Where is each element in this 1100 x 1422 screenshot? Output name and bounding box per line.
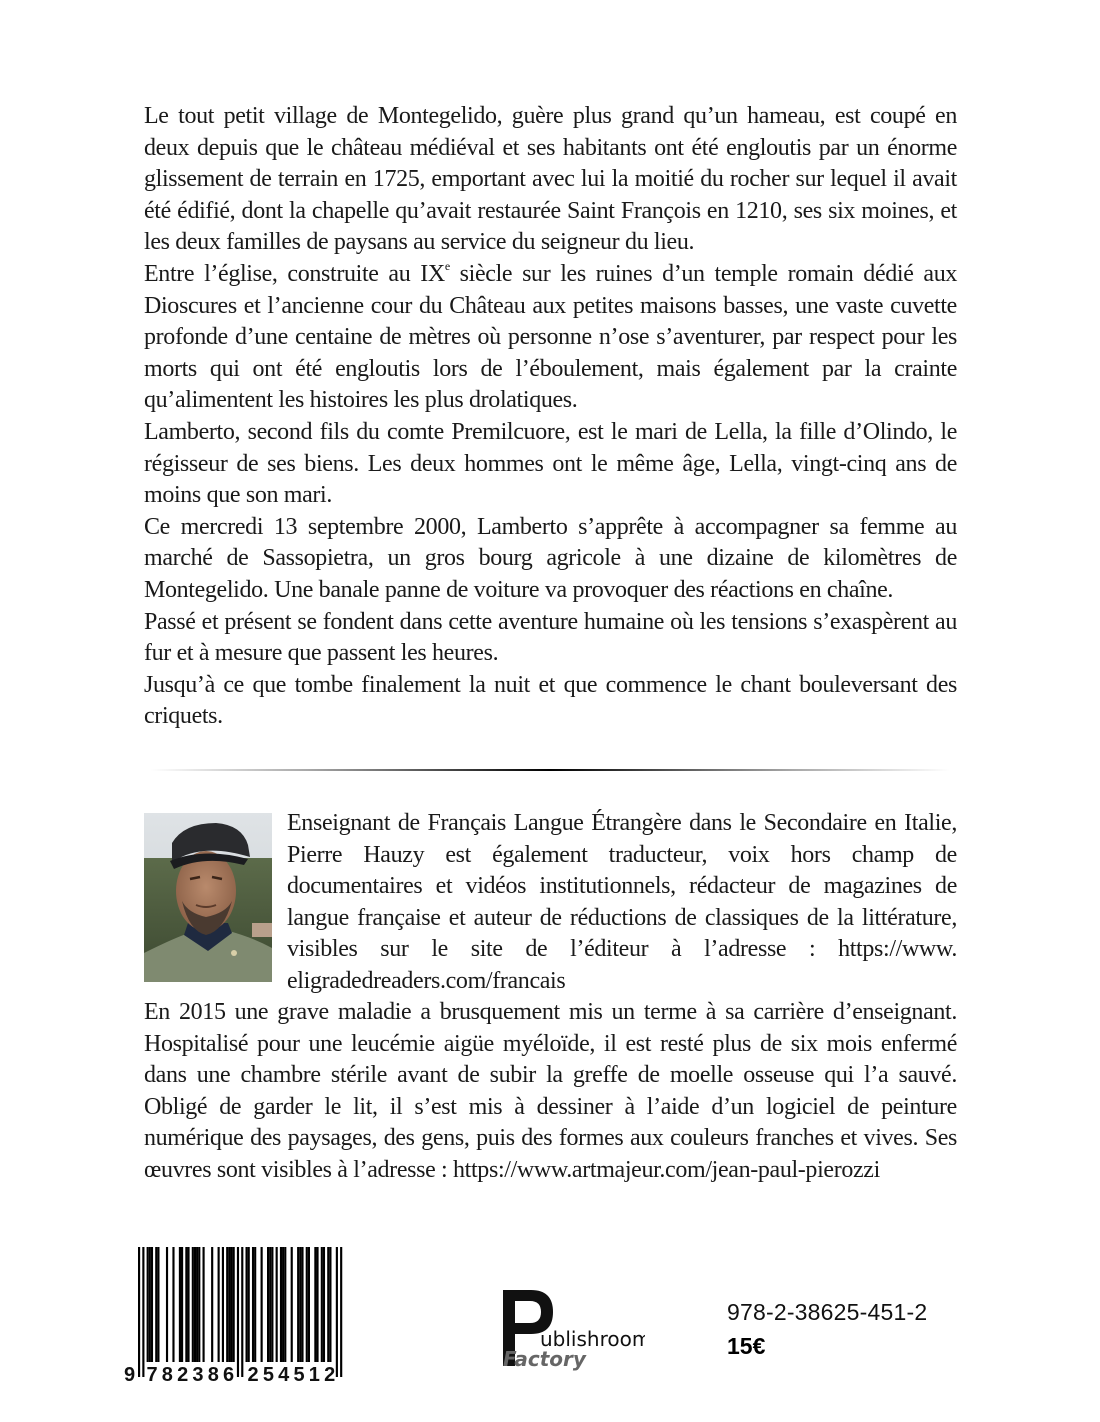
summary-paragraph: Jusqu’à ce que tombe finalement la nuit et que commence le chant bouleversant des criquets. [144,671,957,730]
summary-text: Entre l’église, construite au IX [144,260,445,287]
summary-paragraph: Passé et présent se fondent dans cette aventure humaine où les tensions s’exaspèrent au fur et à mesure que passent les heures. [144,608,957,667]
author-bio-intro [287,808,957,998]
author-photo [144,813,272,982]
svg-text:Factory: Factory [503,1347,586,1371]
summary-paragraph [144,259,957,417]
barcode-image [122,1245,352,1385]
summary-text: siècle sur les ruines d’un temple romain dédié aux Dioscures et l’ancienne cour du Château aux petites maisons basses, une vaste cuvette profonde d’une centaine de mètres où personne n’ose s’aventurer, par respect pour les morts qui ont été engloutis lors de l’éboulement, mais également par la crainte qu’alimentent les histoires les plus drolatiques. [144,260,957,414]
svg-text:254512: 254512 [247,1364,340,1385]
svg-text:782386: 782386 [146,1364,239,1385]
isbn-barcode [122,1245,352,1385]
book-summary [144,101,957,733]
author-portrait-image [144,813,272,982]
section-divider [150,769,950,771]
author-bio-details-text: En 2015 une grave maladie a brusquement mis un terme à sa carrière d’enseignant. Hospitalisé pour une leucémie aigüe myéloïde, il est resté plus de six mois enfermé dans une chambre stérile avant de subir la greffe de moelle osseuse qui l’a sauvé. Obligé de garder le lit, il s’est mis à dessiner à l’aide d’un logiciel de peinture numérique des paysages, des gens, puis des formes aux couleurs franches et vives. Ses œuvres sont visibles à l’adresse : https://www.artmajeur.com/jean-paul-pierozzi [144,999,957,1183]
svg-text:9: 9 [124,1364,140,1385]
price: 15€ [727,1333,766,1359]
summary-paragraph: Le tout petit village de Montegelido, guère plus grand qu’un hameau, est coupé en deux depuis que le château médiéval et ses habitants ont été engloutis par un énorme glissement de terrain en 1725, emportant avec lui la moitié du rocher sur lequel il avait été édifié, dont la chapelle qu’avait restaurée Saint François en 1210, ses six moines, et les deux familles de paysans au service du seigneur du lieu. [144,103,957,256]
author-bio-intro-text: Enseignant de Français Langue Étrangère dans le Secondaire en Italie, Pierre Hauzy est également traducteur, voix hors champ de documentaires et vidéos institutionnels, rédacteur de magazines de langue française et auteur de réductions de classiques de la littérature, visibles sur le site de l’éditeur à l’adresse : https://www. eligradedreaders.com/francais [287,810,957,994]
summary-paragraph: Ce mercredi 13 septembre 2000, Lamberto s’apprête à accompagner sa femme au marché de Sassopietra, un gros bourg agricole à une dizaine de kilomètres de Montegelido. Une banale panne de voiture va provoquer des réactions en chaîne. [144,513,957,603]
author-bio-details [144,997,957,1187]
ordinal-superscript: e [444,258,450,273]
svg-text:ublishroom: ublishroom [540,1327,645,1351]
isbn-number: 978-2-38625-451-2 [727,1299,928,1325]
publisher-logo [495,1282,645,1372]
summary-paragraph: Lamberto, second fils du comte Premilcuore, est le mari de Lella, la fille d’Olindo, le régisseur de ses biens. Les deux hommes ont le même âge, Lella, vingt-cinq ans de moins que son mari. [144,418,957,509]
publishroom-factory-logo [495,1282,645,1372]
